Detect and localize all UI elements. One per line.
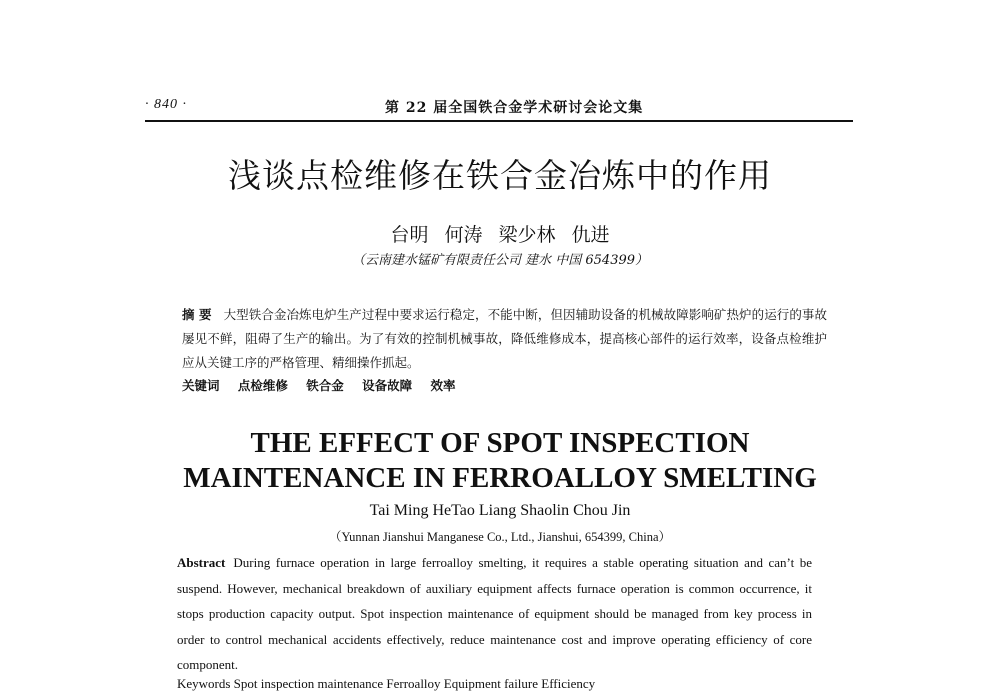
english-authors: Tai Ming HeTao Liang Shaolin Chou Jin xyxy=(369,502,631,519)
chinese-keywords-label: 关键词 xyxy=(182,378,220,393)
english-abstract xyxy=(177,550,812,678)
journal-title: 第 22 届全国铁合金学术研讨会论文集 xyxy=(385,100,644,116)
english-abstract-label: Abstract xyxy=(177,555,226,570)
chinese-keywords xyxy=(182,376,827,394)
english-title xyxy=(0,426,1000,496)
chinese-authors: 台明 何涛 梁少林 仇进 xyxy=(390,224,610,246)
chinese-title: 浅谈点检维修在铁合金冶炼中的作用 xyxy=(228,156,772,195)
chinese-keyword: 效率 xyxy=(430,378,456,393)
english-keywords: Keywords Spot inspection maintenance Ferroalloy Equipment failure Efficiency xyxy=(177,676,596,691)
chinese-keyword: 点检维修 xyxy=(237,378,288,393)
chinese-abstract xyxy=(182,303,827,375)
english-title-line-1: THE EFFECT OF SPOT INSPECTION xyxy=(250,427,750,459)
chinese-abstract-text: 大型铁合金冶炼电炉生产过程中要求运行稳定，不能中断，但因辅助设备的机械故障影响矿热炉的运行的事故屡见不鲜，阻碍了生产的输出。为了有效的控制机械事故，降低维修成本，提高核心部件的运行效率，设备点检维护应从关键工序的严格管理、精细操作抓起。 xyxy=(182,307,827,370)
chinese-keyword: 铁合金 xyxy=(306,378,344,393)
chinese-affiliation: （云南建水锰矿有限责任公司 建水 中国 654399） xyxy=(351,253,649,268)
running-header xyxy=(145,97,853,119)
header-rule xyxy=(145,120,853,122)
english-abstract-text: During furnace operation in large ferroalloy smelting, it requires a stable operating situation and can’t be suspend. However, mechanical breakdown of auxiliary equipment affects furnace operation is common occurrence, it stops production capacity output. Spot inspection maintenance of equipment should be managed from key process in order to control mechanical accidents effectively, reduce maintenance cost and improve operating efficiency of core component. xyxy=(177,555,812,672)
english-title-line-2: MAINTENANCE IN FERROALLOY SMELTING xyxy=(183,462,817,494)
chinese-keyword: 设备故障 xyxy=(362,378,413,393)
page-number: · 840 · xyxy=(145,97,187,112)
chinese-abstract-label: 摘 要 xyxy=(182,307,212,322)
english-affiliation: （Yunnan Jianshui Manganese Co., Ltd., Jianshui, 654399, China） xyxy=(329,530,671,544)
